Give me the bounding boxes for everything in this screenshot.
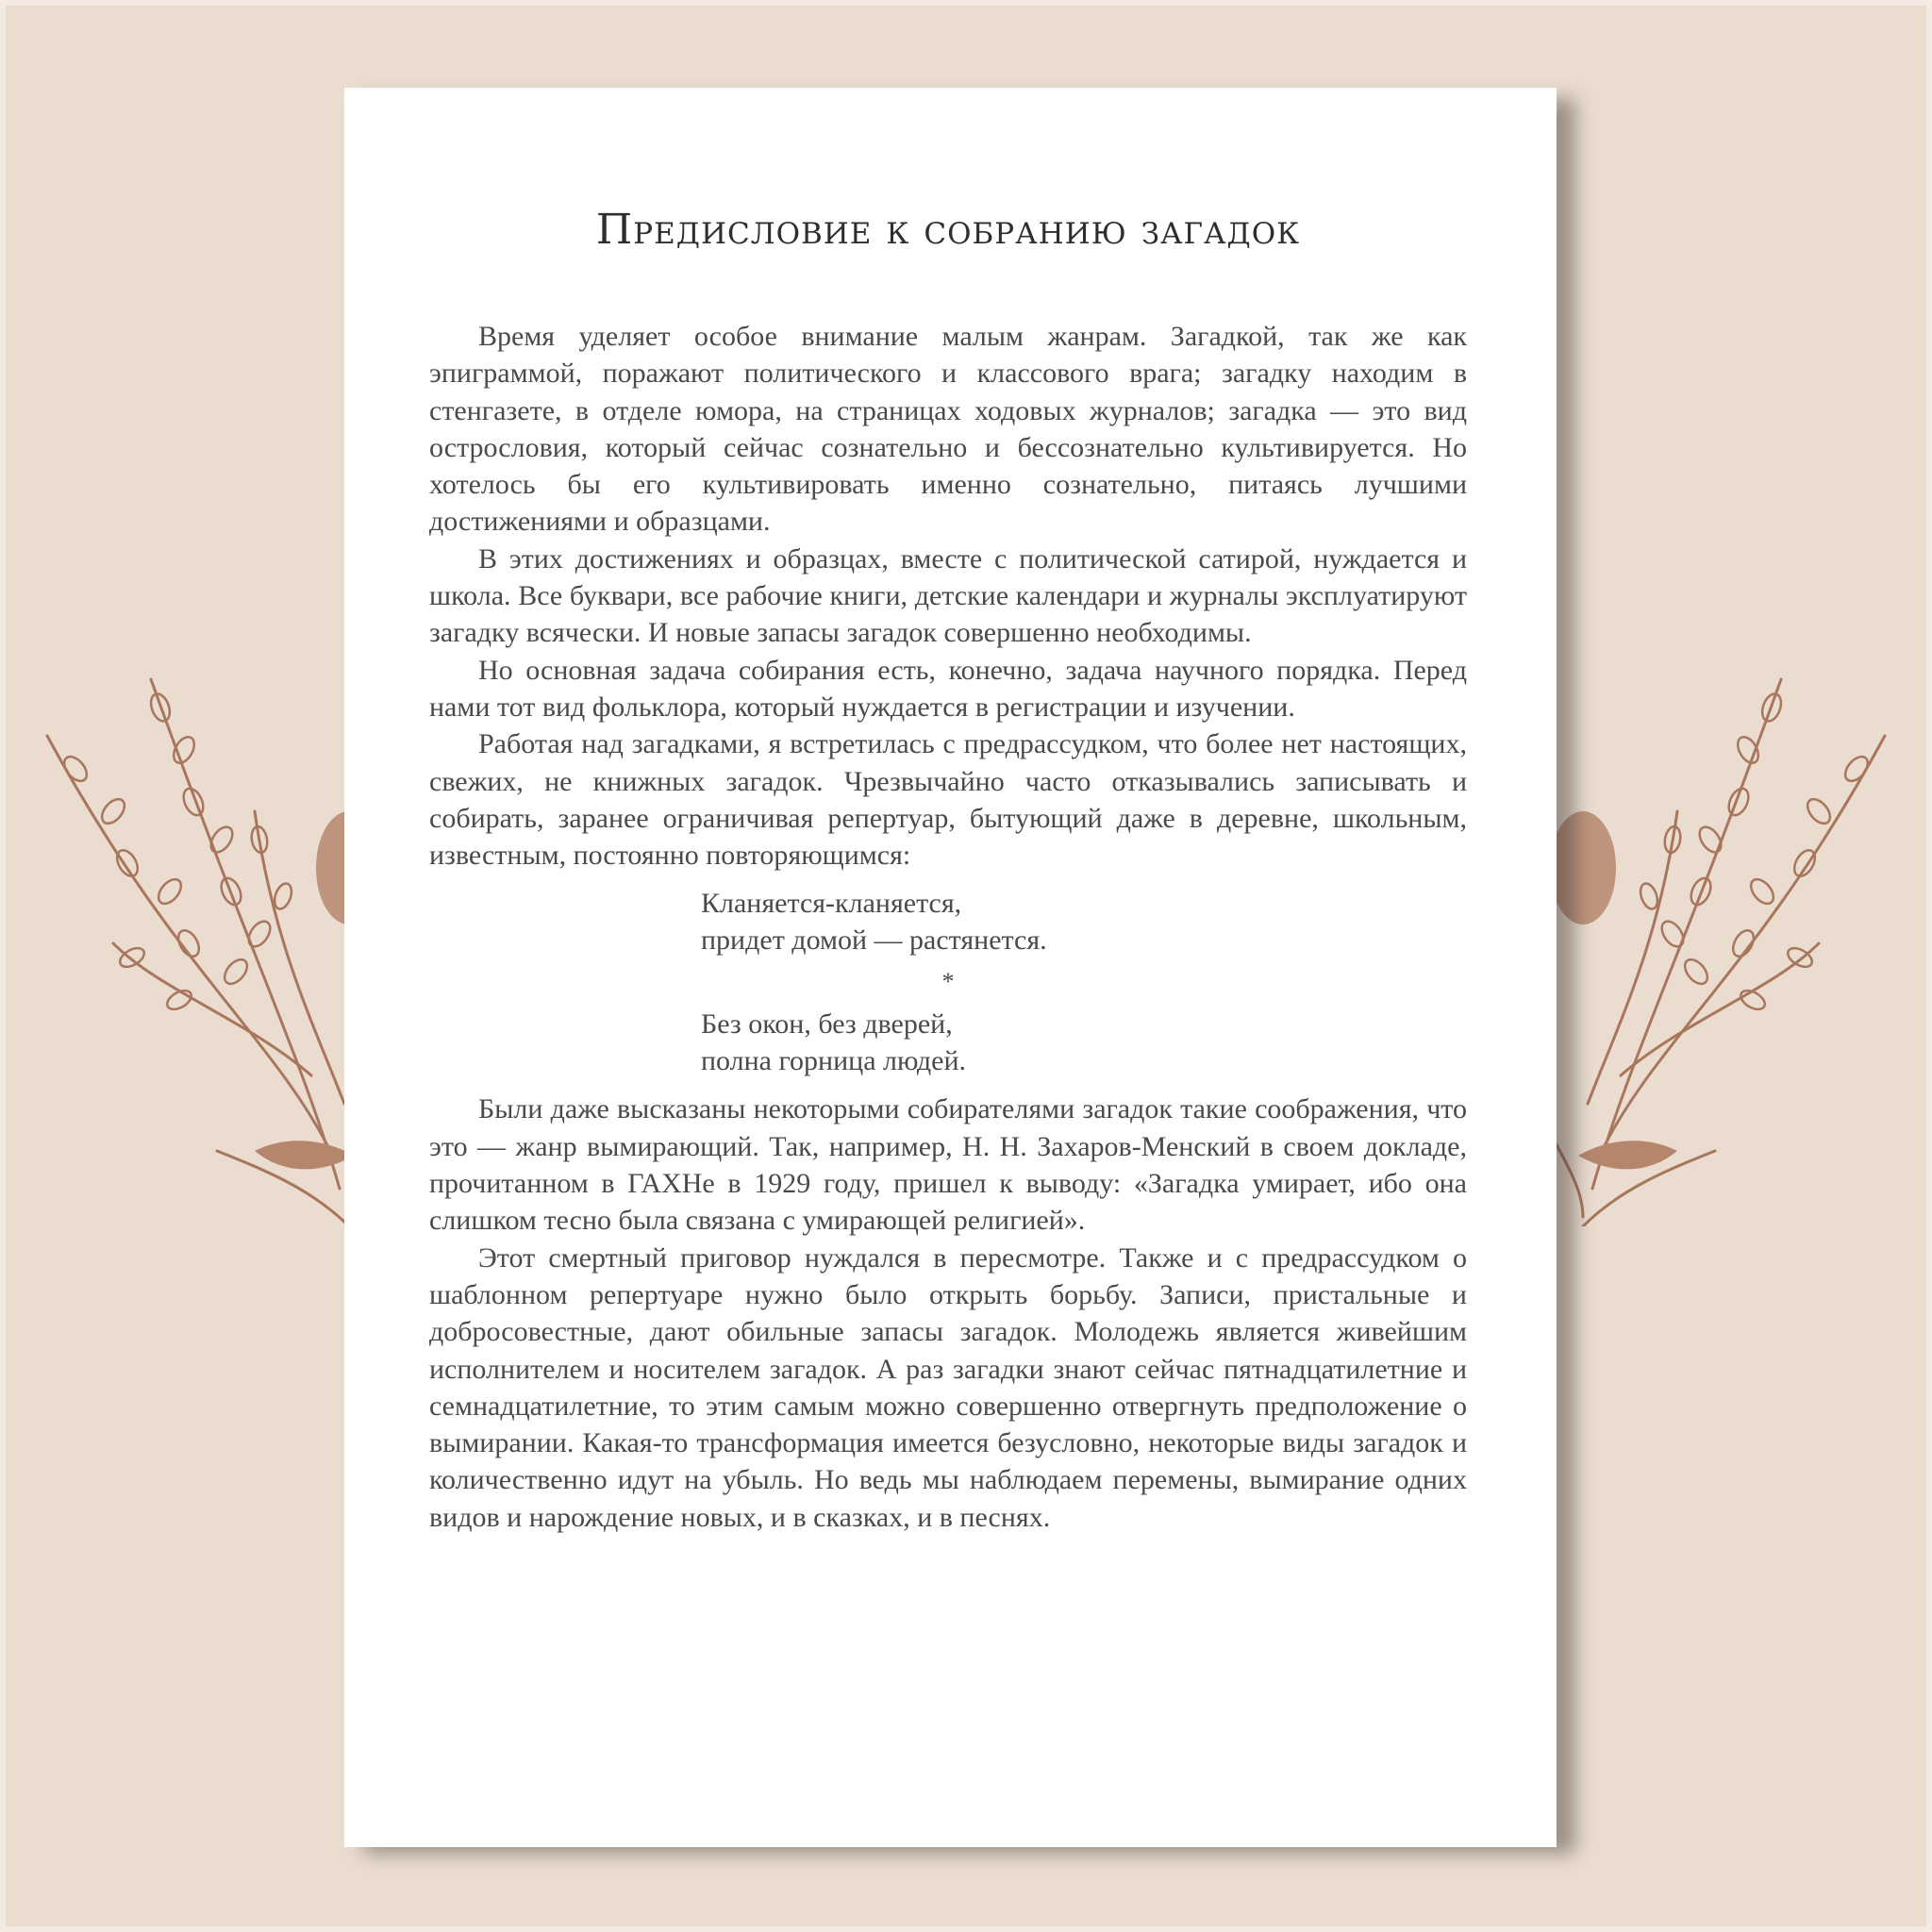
willow-branch-icon xyxy=(28,660,396,1226)
riddle-verse xyxy=(429,1006,1467,1079)
book-page xyxy=(344,88,1557,1847)
page-title: Предисловие к собранию загадок xyxy=(595,206,1301,254)
paragraph: В этих достижениях и образцах, вместе с политической сатирой, нуждается и школа. Все буквари, все рабочие книги, детские календари и журналы эксплуатируют загадку всячески. И новые запасы загадок совершенно необходимы. xyxy=(429,542,1467,649)
paragraph: Были даже высказаны некоторыми собирателями загадок такие соображения, что это — жанр вымирающий. Так, например, Н. Н. Захаров-Менский в своем докладе, прочитанном в ГАХНе в 1929 году, пришел к выводу: «Загадка умирает, ибо она слишком тесно была связана с умирающей религией». xyxy=(429,1093,1467,1237)
verse-line: Кланяется-кланяется, xyxy=(701,888,962,920)
paragraph: Но основная задача собирания есть, конечно, задача научного порядка. Перед нами тот вид фольклора, который нуждается в регистрации и изучении. xyxy=(429,654,1467,723)
paragraph: Время уделяет особое внимание малым жанрам. Загадкой, так же как эпиграммой, поражают политического и классового врага; загадку находим в стенгазете, в отделе юмора, на страницах ходовых журналов; загадка — это вид острословия, который сейчас сознательно и бессознательно культивируется. Но хотелось бы его культивировать именно сознательно, питаясь лучшими достижениями и образцами. xyxy=(429,321,1467,538)
verse-line: придет домой — растянется. xyxy=(701,924,1047,957)
verse-line: Без окон, без дверей, xyxy=(701,1008,953,1041)
verse-line: полна горница людей. xyxy=(701,1045,967,1077)
riddle-verse xyxy=(429,885,1467,958)
verse-separator: * xyxy=(941,968,955,996)
paragraph: Этот смертный приговор нуждался в пересмотре. Также и с предрассудком о шаблонном репертуаре нужно было открыть борьбу. Записи, пристальные и добросовестные, дают обильные запасы загадок. Молодежь является живейшим исполнителем и носителем загадок. А раз загадки знают сейчас пятнадцатилетние и семнадцатилетние, то этим самым можно совершенно отвергнуть предположение о вымирании. Какая-то трансформация имеется безусловно, некоторые виды загадок и количественно идут на убыль. Но ведь мы наблюдаем перемены, вымирание одних видов и нарождение новых, и в сказках, и в песнях. xyxy=(429,1241,1467,1533)
paragraph: Работая над загадками, я встретилась с предрассудком, что более нет настоящих, свежих, не книжных загадок. Чрезвычайно часто отказывались записывать и собирать, заранее ограничивая репертуар, бытующий даже в деревне, школьным, известным, постоянно повторяющимся: xyxy=(429,728,1467,872)
willow-branch-icon xyxy=(1536,660,1904,1226)
